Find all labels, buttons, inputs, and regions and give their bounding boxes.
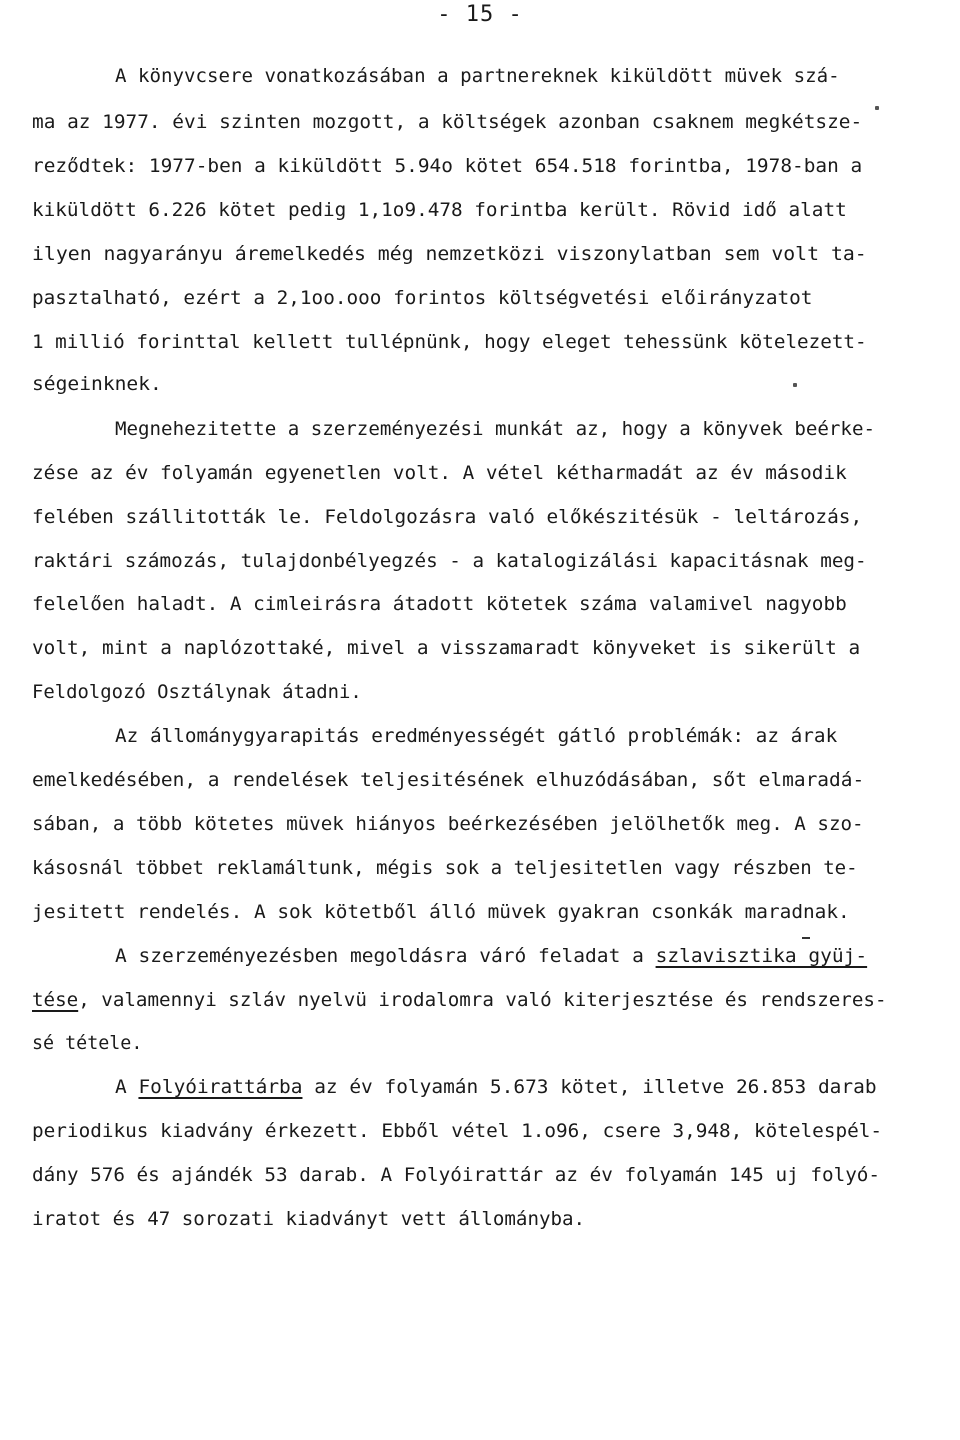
text-line bbox=[115, 63, 840, 89]
text-segment: emelkedésében, a rendelések teljesitésének elhuzódásában, sőt elmaradá- bbox=[32, 769, 865, 791]
text-segment: A szerzeményezésben megoldásra váró feladat a bbox=[115, 945, 656, 967]
text-line bbox=[32, 899, 850, 925]
text-line bbox=[32, 460, 847, 486]
text-segment: felében szállitották le. Feldolgozásra való előkészitésük - leltározás, bbox=[32, 506, 863, 528]
text-segment: kásosnál többet reklamáltunk, mégis sok a teljesitetlen vagy részben te- bbox=[32, 857, 858, 879]
text-segment: Az állománygyarapitás eredményességét gátló problémák: az árak bbox=[115, 725, 838, 747]
text-line bbox=[32, 1118, 882, 1144]
text-line bbox=[115, 1074, 877, 1100]
text-segment: zése az év folyamán egyenetlen volt. A vétel kétharmadát az év második bbox=[32, 462, 847, 484]
text-line bbox=[32, 109, 862, 135]
text-line bbox=[32, 371, 162, 397]
text-segment: iratot és 47 sorozati kiadványt vett állományba. bbox=[32, 1208, 586, 1230]
text-line bbox=[32, 1162, 880, 1188]
text-line bbox=[32, 548, 867, 574]
text-segment: ma az 1977. évi szinten mozgott, a költségek azonban csaknem megkétsze- bbox=[32, 111, 863, 133]
underlined-text: tése bbox=[32, 989, 79, 1011]
text-segment: reződtek: 1977-ben a kiküldött 5.94o kötet 654.518 forintba, 1978-ban a bbox=[32, 155, 863, 177]
text-segment: kiküldött 6.226 kötet pedig 1,1o9.478 forintba került. Rövid idő alatt bbox=[32, 199, 847, 221]
text-line bbox=[115, 416, 875, 442]
text-segment: Megnehezitette a szerzeményezési munkát az, hogy a könyvek beérke- bbox=[115, 418, 875, 440]
text-line bbox=[115, 723, 837, 749]
text-line bbox=[115, 943, 867, 969]
text-line bbox=[32, 767, 864, 793]
text-segment: A könyvcsere vonatkozásában a partnereknek kiküldött müvek szá- bbox=[115, 65, 840, 87]
text-segment: volt, mint a naplózottaké, mivel a visszamaradt könyveket is sikerült a bbox=[32, 637, 861, 659]
text-line bbox=[32, 285, 812, 311]
text-segment: periodikus kiadvány érkezett. Ebből vétel 1.o96, csere 3,948, kötelespél- bbox=[32, 1120, 883, 1142]
text-line bbox=[32, 635, 860, 661]
text-line bbox=[32, 591, 847, 617]
page-number: - 15 - bbox=[437, 2, 523, 27]
text-line bbox=[32, 1030, 142, 1056]
text-segment: jesitett rendelés. A sok kötetből álló müvek gyakran csonkák maradnak. bbox=[32, 901, 850, 923]
text-line bbox=[32, 679, 362, 705]
text-line bbox=[32, 855, 858, 881]
text-line bbox=[32, 153, 862, 179]
text-segment: raktári számozás, tulajdonbélyegzés - a katalogizálási kapacitásnak meg- bbox=[32, 550, 867, 572]
text-line bbox=[32, 241, 867, 267]
text-segment: ségeinknek. bbox=[32, 373, 162, 395]
text-segment: sé tétele. bbox=[32, 1032, 143, 1054]
text-line bbox=[32, 197, 847, 223]
text-segment: az év folyamán 5.673 kötet, illetve 26.853 darab bbox=[302, 1076, 877, 1098]
text-segment: pasztalható, ezért a 2,1oo.ooo forintos költségvetési előirányzatot bbox=[32, 287, 813, 309]
underlined-text: szlavisztika gyüj- bbox=[655, 945, 868, 967]
text-segment: 1 millió forinttal kellett tullépnünk, hogy eleget tehessünk kötelezett- bbox=[32, 331, 867, 353]
underlined-text: Folyóirattárba bbox=[138, 1076, 303, 1098]
stray-mark bbox=[875, 106, 879, 110]
text-segment: , valamennyi szláv nyelvü irodalomra való kiterjesztése és rendszeres- bbox=[78, 989, 887, 1011]
text-line bbox=[32, 329, 867, 355]
text-segment: A bbox=[115, 1076, 139, 1098]
text-line bbox=[32, 987, 886, 1013]
text-segment: ilyen nagyarányu áremelkedés még nemzetközi viszonylatban sem volt ta- bbox=[32, 243, 867, 265]
text-line bbox=[32, 504, 862, 530]
text-segment: felelően haladt. A cimleirásra átadott kötetek száma valamivel nagyobb bbox=[32, 593, 847, 615]
stray-mark bbox=[802, 937, 810, 939]
text-line bbox=[32, 811, 864, 837]
text-segment: Feldolgozó Osztálynak átadni. bbox=[32, 681, 362, 703]
text-segment: dány 576 és ajándék 53 darab. A Folyóirattár az év folyamán 145 uj folyó- bbox=[32, 1164, 881, 1186]
text-segment: sában, a több kötetes müvek hiányos beérkezésében jelölhetők meg. A szo- bbox=[32, 813, 864, 835]
text-line bbox=[32, 1206, 585, 1232]
stray-mark bbox=[793, 383, 797, 387]
